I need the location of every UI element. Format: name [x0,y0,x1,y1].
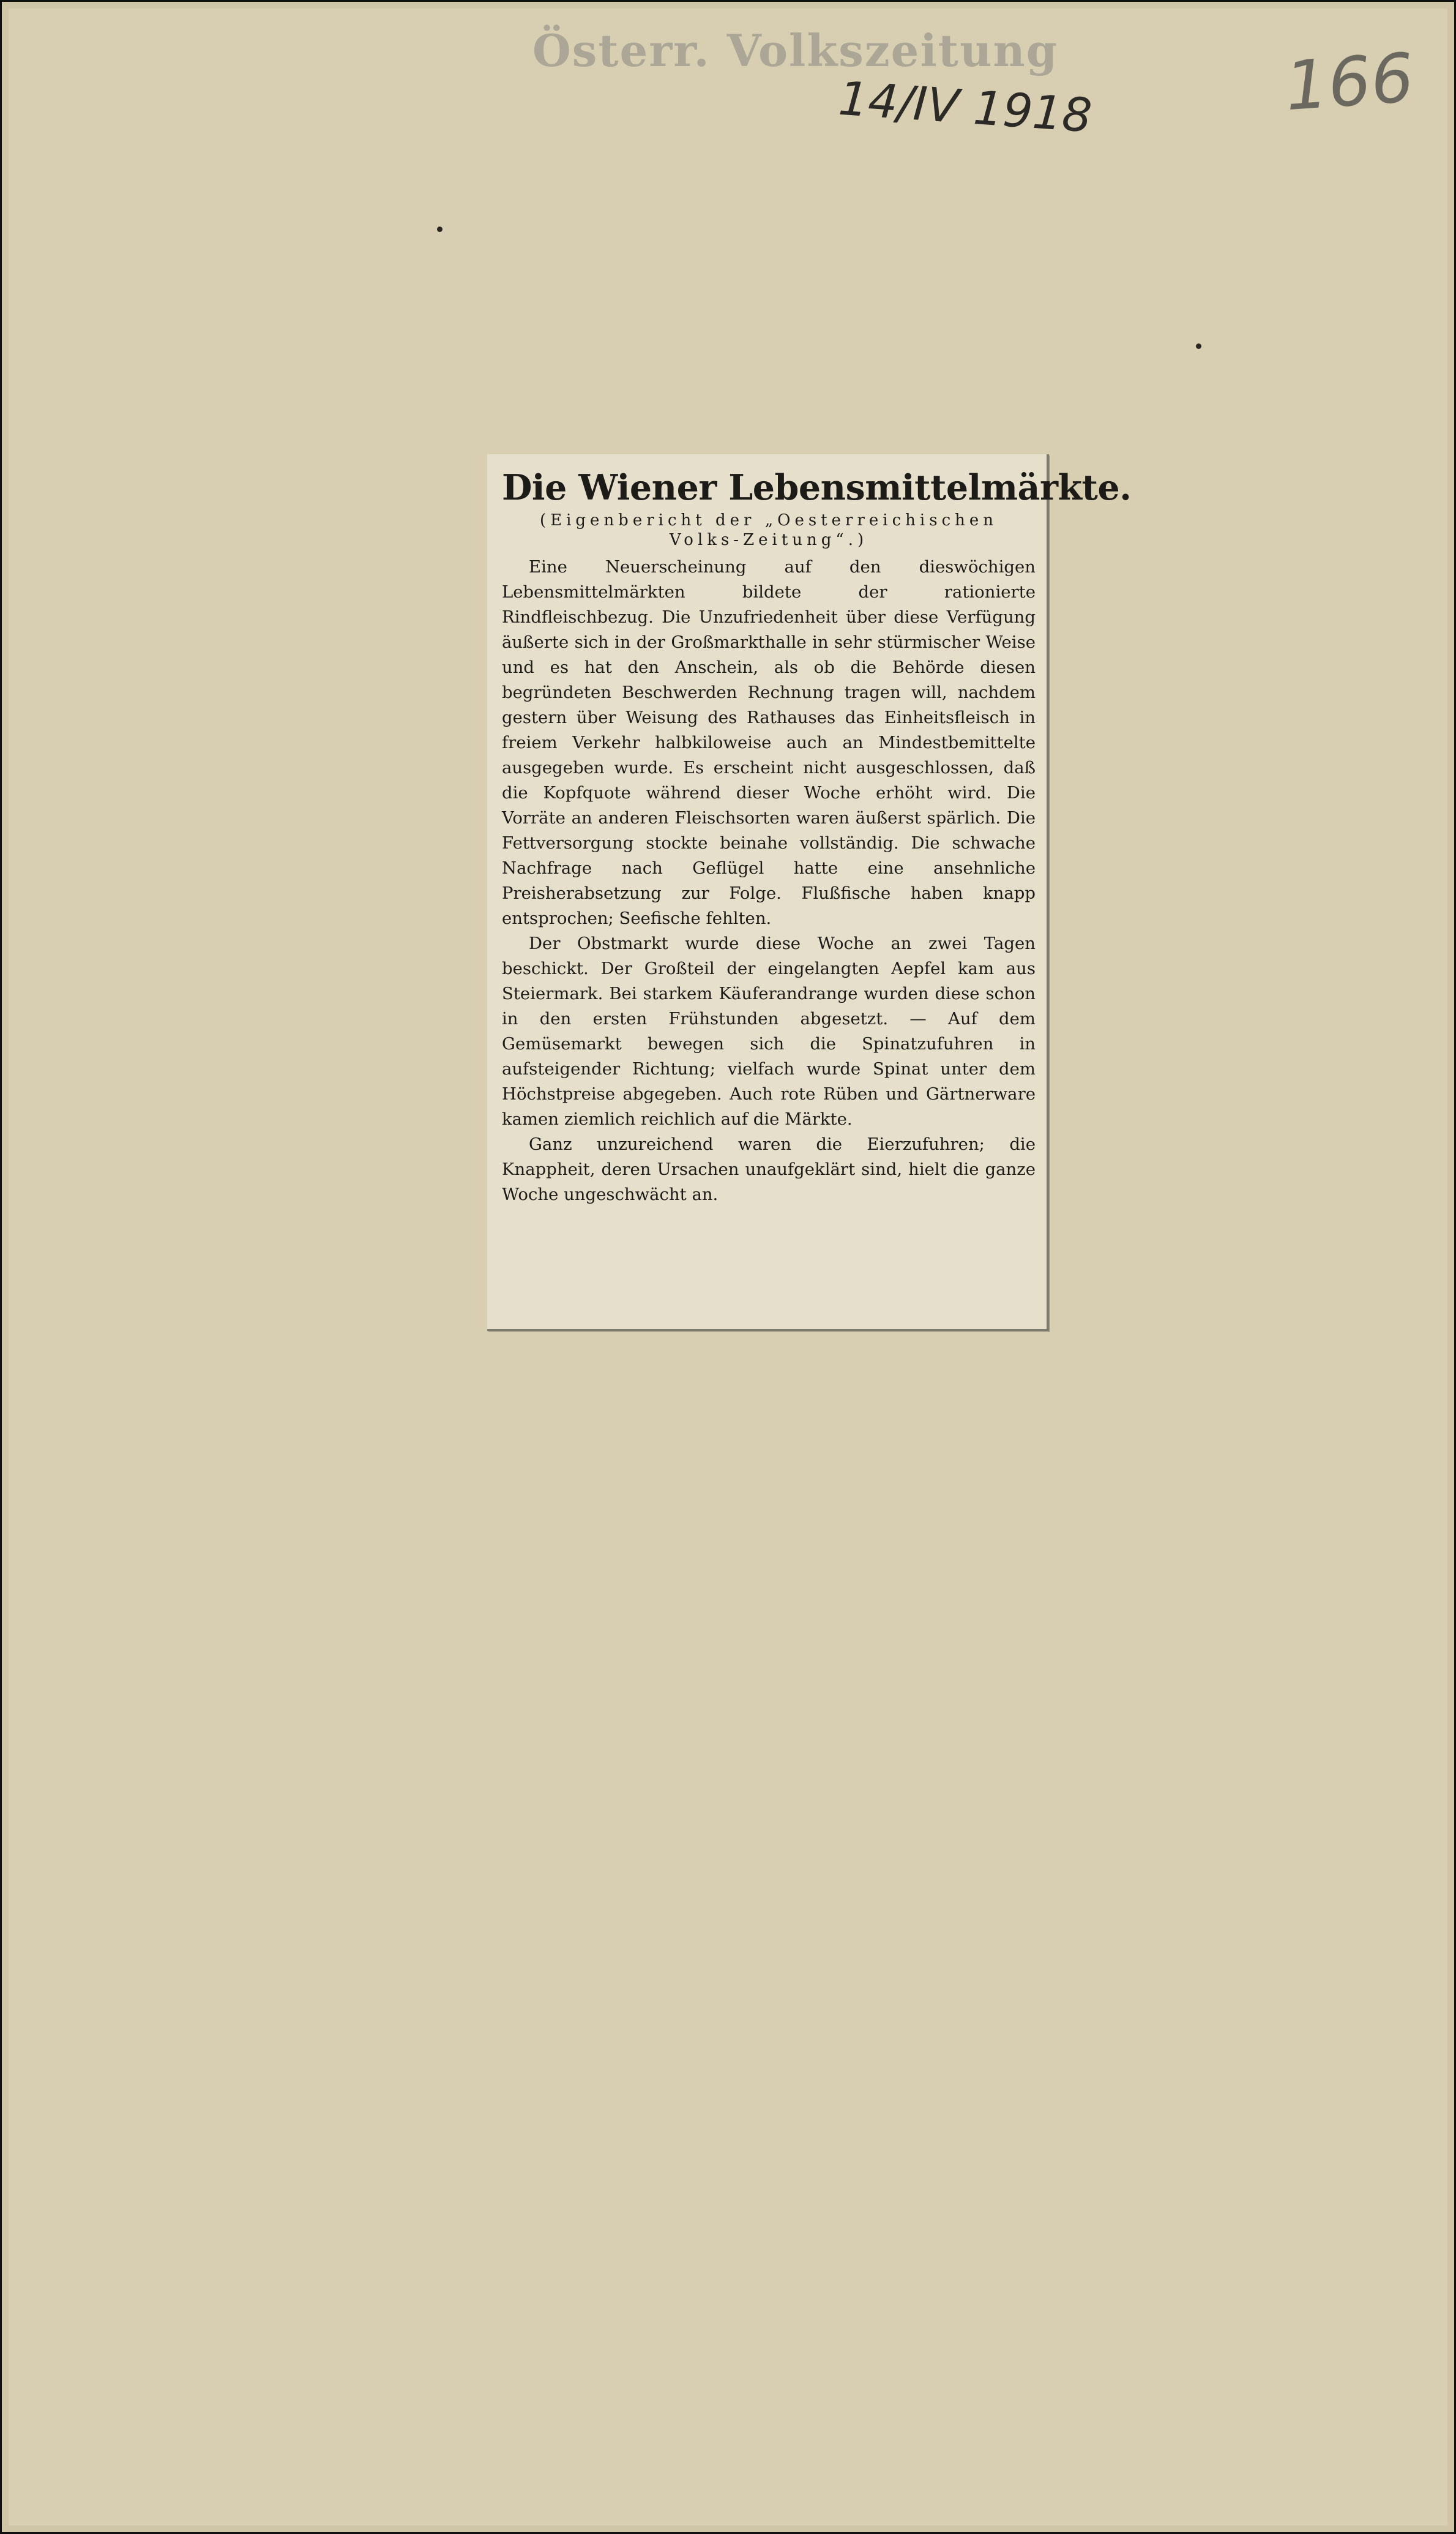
handwritten-date: 14/IV 1918 [837,70,1094,143]
folio-number: 166 [1282,38,1417,126]
article-byline: (Eigenbericht der „Oesterreichischen Volks-Zeitung“.) [539,511,998,549]
article-paragraph: Der Obstmarkt wurde diese Woche an zwei Tagen beschickt. Der Großteil der eingelangten Aepfel kam aus Steiermark. Bei starkem Käuferandrange wurden diese schon in den ersten Frühstunden abgesetzt. — Auf dem Gemüsemarkt bewegen sich die Spinatzufuhren in aufsteigender Richtung; vielfach wurde Spinat unter dem Höchstpreise abgegeben. Auch rote Rüben und Gärtnerware kamen ziemlich reichlich auf die Märkte. [502,934,1036,1129]
article-paragraph: Eine Neuerscheinung auf den dieswöchigen Lebensmittelmärkten bildete der rationierte Rindfleischbezug. Die Unzufriedenheit über diese Verfügung äußerte sich in der Großmarkthalle in sehr stürmischer Weise und es hat den Anschein, als ob die Behörde diesen begründeten Beschwerden Rechnung tragen will, nachdem gestern über Weisung des Rathauses das Einheitsfleisch in freiem Verkehr halbkiloweise auch an Mindestbemittelte ausgegeben wurde. Es erscheint nicht ausgeschlossen, daß die Kopfquote während dieser Woche erhöht wird. Die Vorräte an anderen Fleischsorten waren äußerst spärlich. Die Fettversorgung stockte beinahe vollständig. Die schwache Nachfrage nach Geflügel hatte eine ansehnliche Preisherabsetzung zur Folge. Flußfische haben knapp entsprochen; Seefische fehlten. [502,557,1036,928]
article-paragraph: Ganz unzureichend waren die Eierzufuhren; die Knappheit, deren Ursachen unaufgeklärt sind, hielt die ganze Woche ungeschwächt an. [502,1134,1036,1204]
article-headline: Die Wiener Lebensmittelmärkte. [502,467,1132,508]
newspaper-stamp: Österr. Volkszeitung [532,24,1059,77]
